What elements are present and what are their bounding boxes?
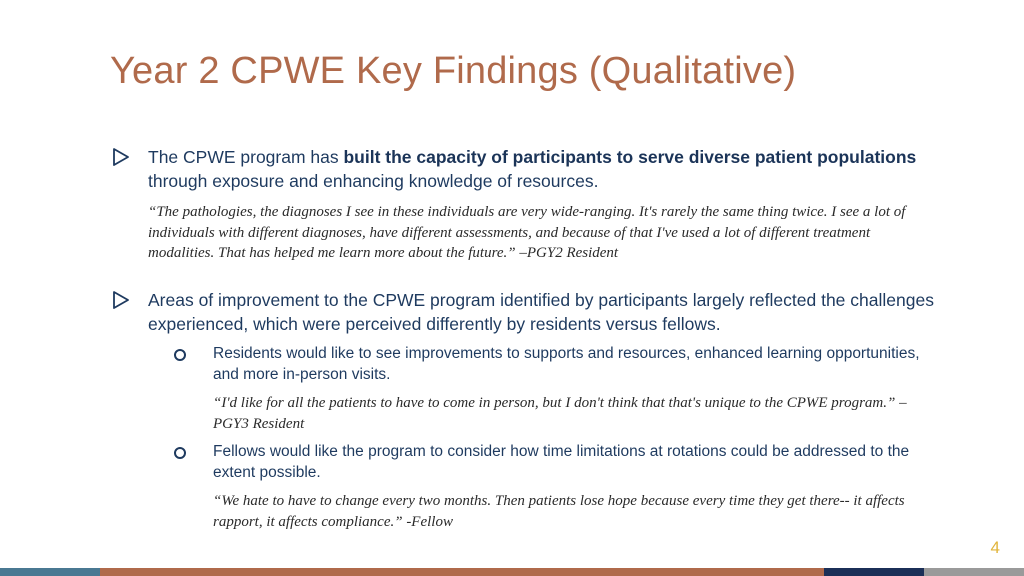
sub-bullet-fellows-text: Fellows would like the program to consider how time limitations at rotations could be addressed to the extent possible. — [213, 443, 910, 481]
bullet-2-row — [110, 288, 940, 336]
bullet-1-bold: built the capacity of participants to serve diverse patient populations — [343, 147, 917, 167]
slide-title: Year 2 CPWE Key Findings (Qualitative) — [110, 50, 797, 92]
triangle-bullet-icon — [112, 291, 130, 309]
sub-bullet-residents — [110, 344, 940, 385]
sub-bullet-fellows — [110, 442, 940, 483]
bullet-1-text — [148, 145, 940, 193]
sub-bullet-fellows-quote: “We hate to have to change every two months. Then patients lose hope because every time they get there-- it affects rapport, it affects compliance.” -Fellow — [213, 493, 905, 530]
bullet-1-row — [110, 145, 940, 193]
footer-bar-gray — [924, 568, 1024, 576]
sub-bullet-residents-quote: “I'd like for all the patients to have to come in person, but I don't think that that's unique to the CPWE program.” –PGY3 Resident — [213, 395, 907, 432]
footer-bar-orange — [100, 568, 824, 576]
triangle-bullet-icon — [112, 148, 130, 166]
bullet-1-quote: “The pathologies, the diagnoses I see in these individuals are very wide-ranging. It's rarely the same thing twice. I see a lot of individuals with different diagnoses, have different assessments, and because of that I've used a lot of different treatment modalities. That has helped me learn more about the future.” –PGY2 Resident — [148, 204, 906, 261]
footer-bar-navy — [824, 568, 924, 576]
bullet-2-text: Areas of improvement to the CPWE program identified by participants largely reflected the challenges experienced, which were perceived differently by residents versus fellows. — [148, 290, 934, 334]
bullet-1 — [110, 145, 940, 264]
bullet-1-post: through exposure and enhancing knowledge of resources. — [148, 171, 599, 191]
page-number: 4 — [990, 538, 1000, 557]
sub-bullet-residents-text: Residents would like to see improvements to supports and resources, enhanced learning opportunities, and more in-person visits. — [213, 345, 920, 383]
footer-bar-teal — [0, 568, 100, 576]
bullet-1-pre: The CPWE program has — [148, 147, 344, 167]
bullet-2 — [110, 288, 940, 532]
circle-bullet-icon — [174, 349, 186, 361]
circle-bullet-icon — [174, 447, 186, 459]
